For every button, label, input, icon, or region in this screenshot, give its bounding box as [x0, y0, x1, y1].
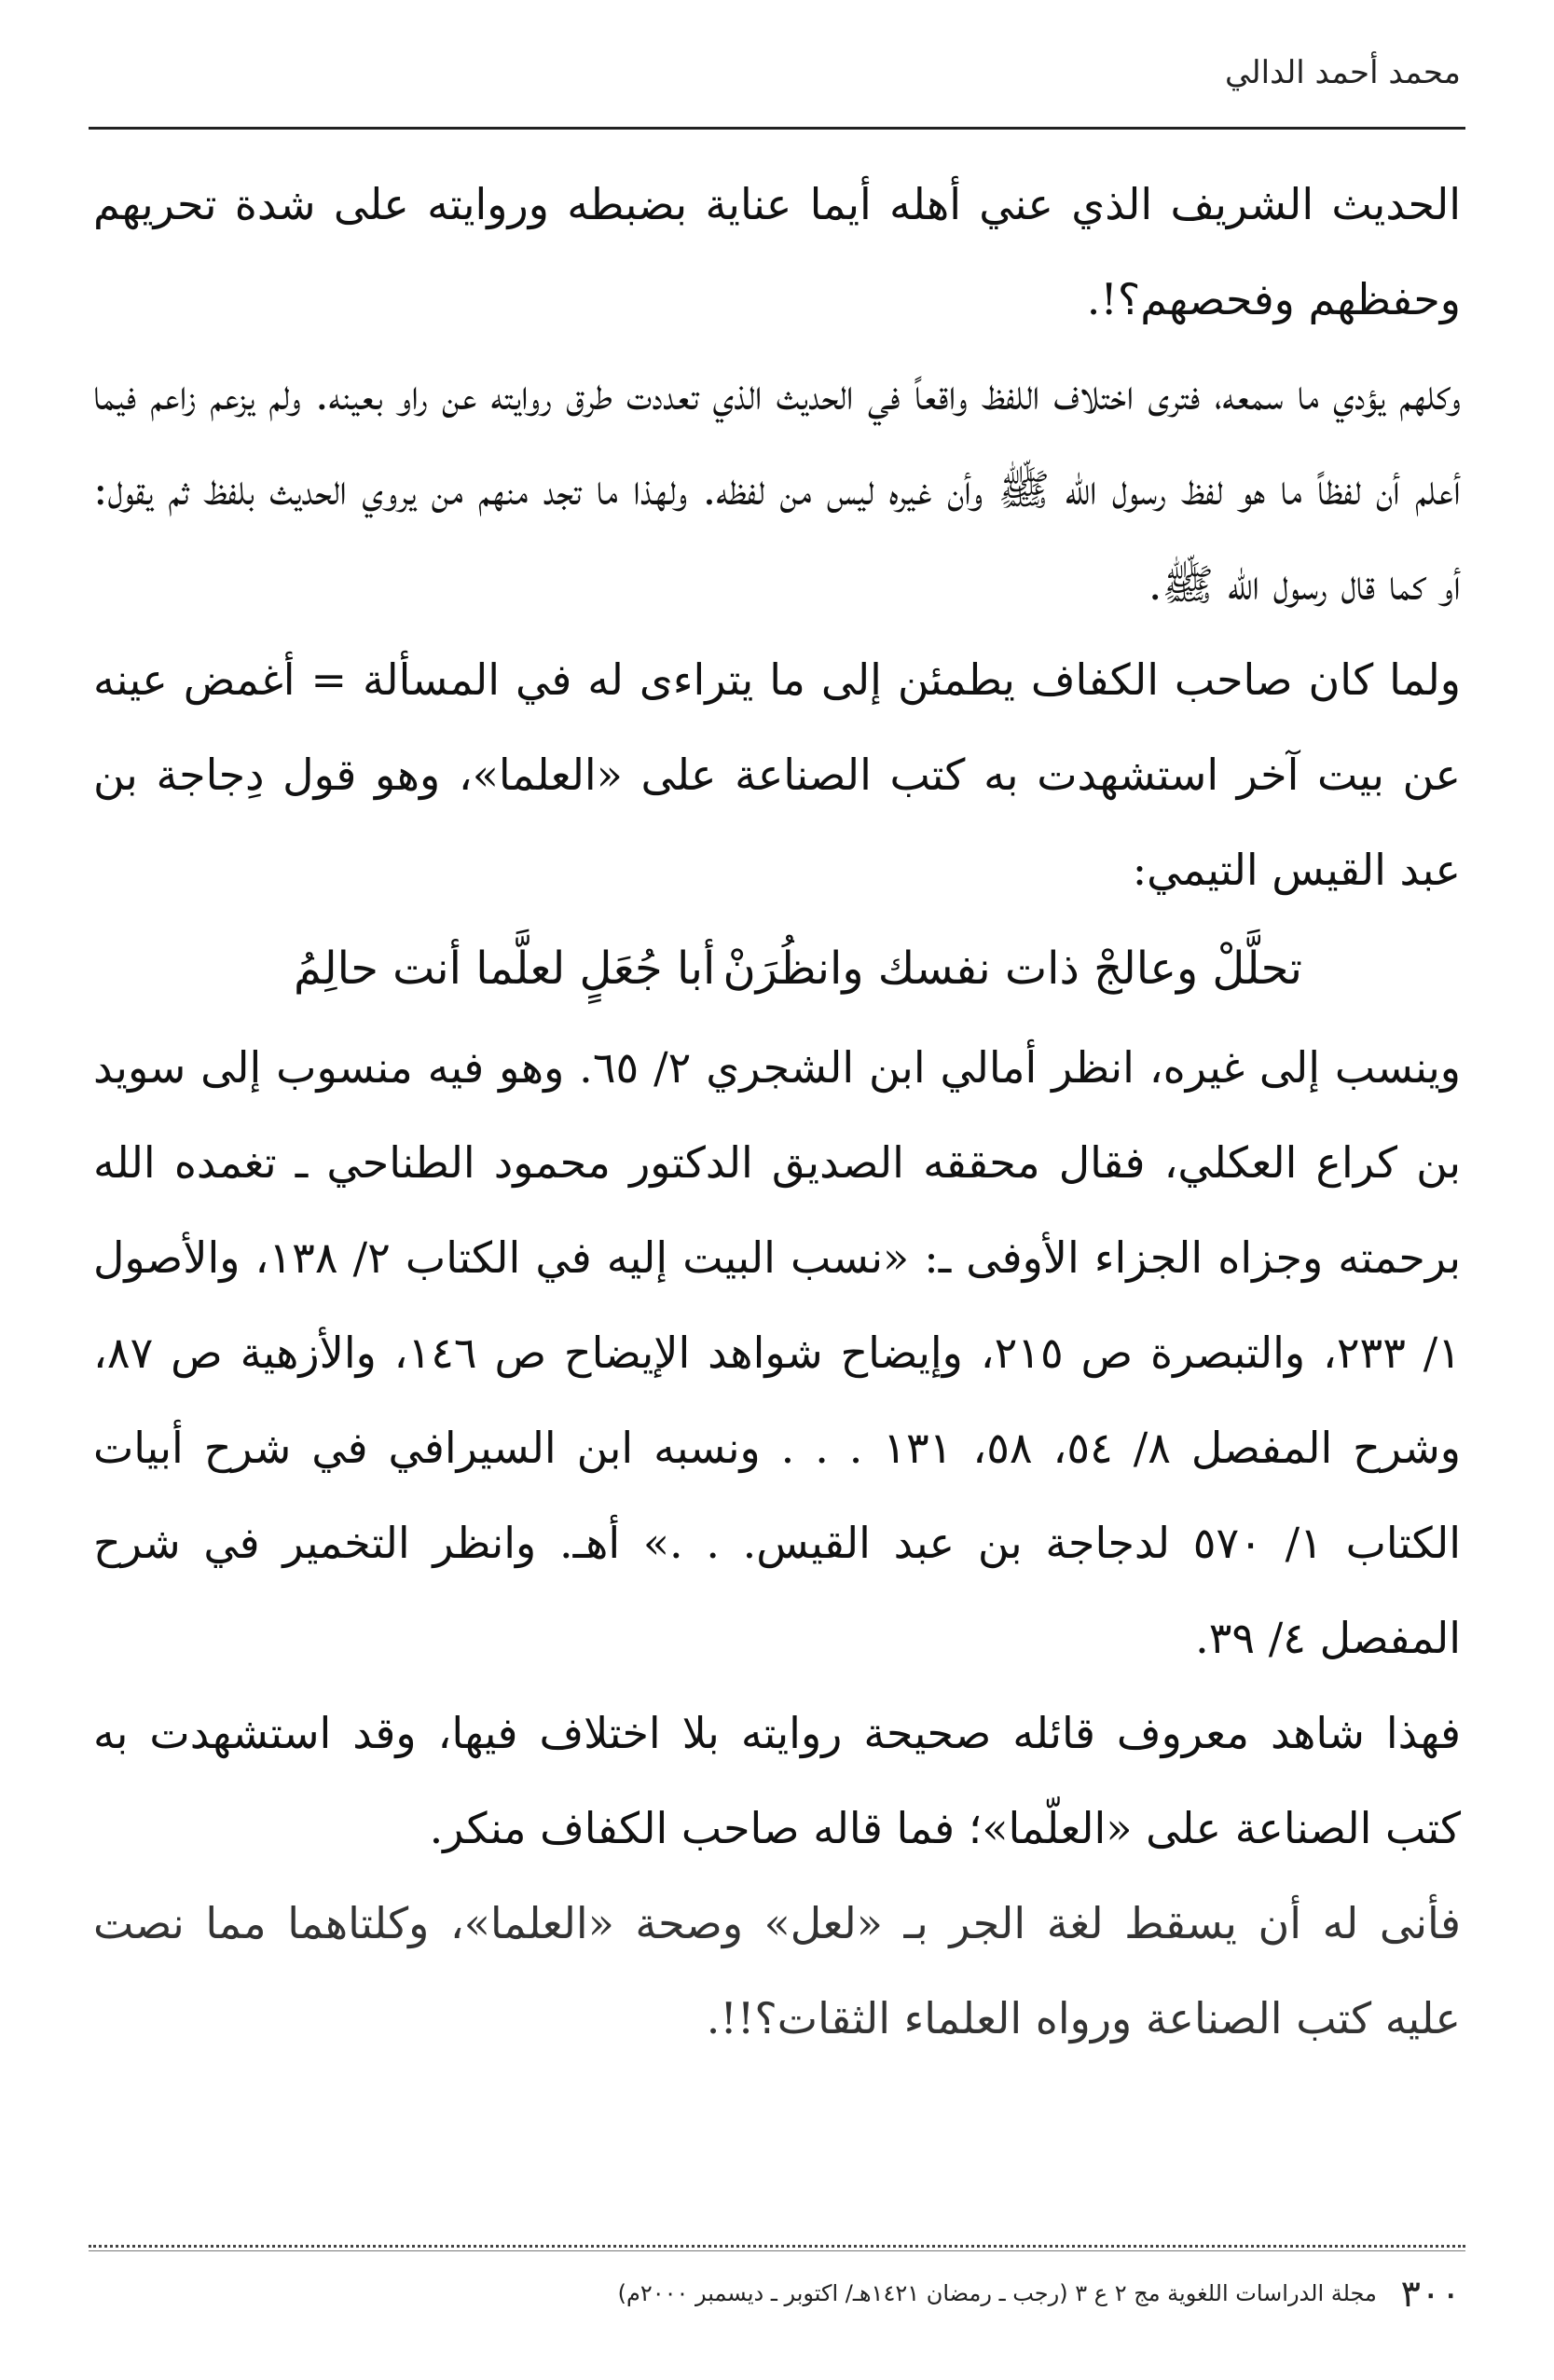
- paragraph: ولما كان صاحب الكفاف يطمئن إلى ما يتراءى له في المسألة = أغمض عينه عن بيت آخر استشهدت به كتب الصناعة على «العلما»، وهو قول دِجاجة بن عبد القيس التيمي:: [93, 654, 1461, 895]
- journal-citation: مجلة الدراسات اللغوية مج ٢ ع ٣ (رجب ـ رمضان ١٤٢١هـ/ اكتوبر ـ ديسمبر ٢٠٠٠م): [617, 2280, 1377, 2306]
- paragraph: فهذا شاهد معروف قائله صحيحة روايته بلا اختلاف فيها، وقد استشهدت به كتب الصناعة على «العلّما»؛ فما قاله صاحب الكفاف منكر.: [93, 1708, 1461, 1853]
- verse-first-hemistich: تحلَّلْ وعالجْ ذات نفسك وانظُرَنْ: [722, 942, 1302, 995]
- verse-second-hemistich: أبا جُعَلٍ لعلَّما أنت حالِمُ: [294, 942, 716, 995]
- page-number: ٣٠٠: [1400, 2273, 1461, 2316]
- running-header-author: محمد أحمد الدالي: [1224, 54, 1461, 91]
- page-footer: [93, 2273, 1461, 2316]
- footer-divider: [89, 2245, 1465, 2248]
- main-text: [93, 157, 1461, 2066]
- paragraph: فأنى له أن يسقط لغة الجر بـ «لعل» وصحة «العلما»، وكلتاهما مما نصت عليه كتب الصناعة ورواه العلماء الثقات؟!!.: [93, 1898, 1461, 2043]
- poetry-verse: [93, 917, 1461, 1020]
- paragraph: الحديث الشريف الذي عني أهله أيما عناية بضبطه وروايته على شدة تحريهم وحفظهم وفحصهم؟!.: [93, 179, 1461, 324]
- header-divider: [89, 127, 1465, 130]
- footer-divider-line: [89, 2250, 1465, 2251]
- paragraph: وينسب إلى غيره، انظر أمالي ابن الشجري ٢/ ٦٥. وهو فيه منسوب إلى سويد بن كراع العكلي، فقال محققه الصديق الدكتور محمود الطناحي ـ تغمده الله برحمته وجزاه الجزاء الأوفى ـ: «نسب البيت إليه في الكتاب ٢/ ١٣٨، والأصول ١/ ٢٣٣، والتبصرة ص ٢١٥، وإيضاح شواهد الإيضاح ص ١٤٦، والأزهية ص ٨٧، وشرح المفصل ٨/ ٥٤، ٥٨، ١٣١ . . . ونسبه ابن السيرافي في شرح أبيات الكتاب ١/ ٥٧٠ لدجاجة بن عبد القيس. . .» أهـ. وانظر التخمير في شرح المفصل ٤/ ٣٩.: [93, 1042, 1462, 1663]
- paragraph: وكلهم يؤدي ما سمعه، فترى اختلاف اللفظ واقعاً في الحديث الذي تعددت طرق روايته عن راو بعينه. ولم يزعم زاعم فيما أعلم أن لفظاً ما هو لفظ رسول الله ﷺ وأن غيره ليس من لفظه. ولهذا ما تجد منهم من يروي الحديث بلفظ ثم يقول: أو كما قال رسول الله ﷺ.: [93, 369, 1461, 610]
